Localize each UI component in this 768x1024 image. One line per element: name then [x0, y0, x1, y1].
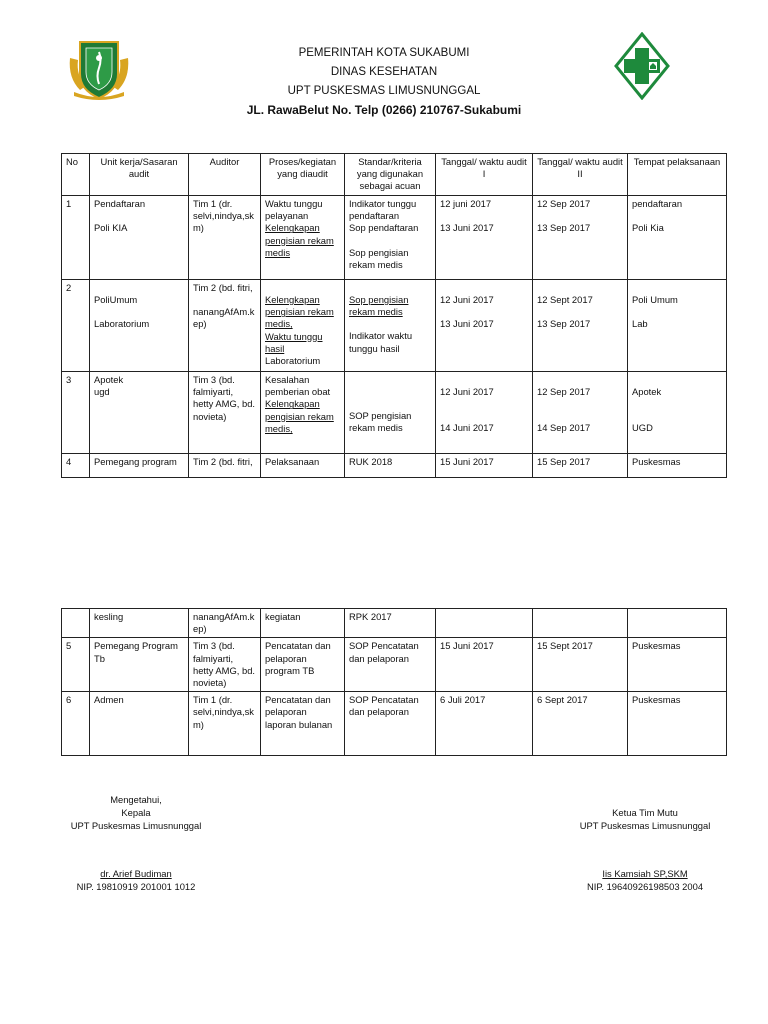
cell-date-audit-2	[533, 609, 628, 638]
cell-date-audit-1: 15 Juni 2017	[436, 638, 533, 692]
cell-standard: Indikator tunggu pendaftaran Sop pendaftaran Sop pengisian rekam medis	[345, 196, 436, 280]
cell-date-audit-2: 15 Sept 2017	[533, 638, 628, 692]
cell-location: Apotek UGD	[628, 372, 727, 454]
table-row	[62, 638, 727, 692]
signature-institution: UPT Puskesmas Limusnunggal	[70, 820, 202, 831]
cell-process: Pencatatan dan pelaporan laporan bulanan	[261, 692, 345, 756]
cell-date-audit-2: 12 Sept 2017 13 Sep 2017	[533, 280, 628, 372]
cell-no: 1	[62, 196, 90, 280]
table-row	[62, 196, 727, 280]
audit-schedule-table	[61, 153, 727, 478]
signature-institution: UPT Puskesmas Limusnunggal	[579, 820, 711, 831]
cell-date-audit-2: 12 Sep 2017 13 Sep 2017	[533, 196, 628, 280]
cell-standard: RPK 2017	[345, 609, 436, 638]
cell-auditor: Tim 1 (dr. selvi,nindya,skm)	[189, 196, 261, 280]
signatory-name: dr. Arief Budiman	[100, 868, 172, 879]
column-header: Standar/kriteria yang digunakan sebagai acuan	[345, 154, 436, 196]
cell-location: Poli Umum Lab	[628, 280, 727, 372]
column-header: Tempat pelaksanaan	[628, 154, 727, 196]
signature-block-head	[56, 793, 216, 892]
header-department: DINAS KESEHATAN	[330, 66, 438, 78]
cell-standard: Sop pengisian rekam medis Indikator waktu tunggu hasil	[345, 280, 436, 372]
cell-unit: kesling	[90, 609, 189, 638]
audit-schedule-table-continued	[61, 608, 727, 756]
cell-date-audit-2: 12 Sep 2017 14 Sep 2017	[533, 372, 628, 454]
cell-standard: RUK 2018	[345, 454, 436, 478]
cell-auditor: Tim 3 (bd. falmiyarti, hetty AMG, bd. novieta)	[189, 372, 261, 454]
letterhead	[0, 44, 768, 120]
cell-unit: Apotek ugd	[90, 372, 189, 454]
header-government: PEMERINTAH KOTA SUKABUMI	[298, 47, 470, 59]
signatory-nip: NIP. 19640926198503 2004	[586, 881, 704, 892]
column-header: Unit kerja/Sasaran audit	[90, 154, 189, 196]
cell-unit: Admen	[90, 692, 189, 756]
cell-standard: SOP pengisian rekam medis	[345, 372, 436, 454]
signature-acknowledged: Mengetahui,	[110, 794, 162, 805]
signature-block-quality-team	[560, 806, 730, 892]
cell-standard: SOP Pencatatan dan pelaporan	[345, 638, 436, 692]
cell-process: Pelaksanaan	[261, 454, 345, 478]
cell-no: 4	[62, 454, 90, 478]
table-row	[62, 692, 727, 756]
cell-date-audit-1: 12 Juni 2017 14 Juni 2017	[436, 372, 533, 454]
column-header: Auditor	[189, 154, 261, 196]
cell-unit: Pendaftaran Poli KIA	[90, 196, 189, 280]
cell-no: 6	[62, 692, 90, 756]
cell-auditor: Tim 3 (bd. falmiyarti, hetty AMG, bd. novieta)	[189, 638, 261, 692]
header-institution: UPT PUSKESMAS LIMUSNUNGGAL	[287, 85, 481, 97]
cell-auditor: nanangAfAm.kep)	[189, 609, 261, 638]
column-header: No	[62, 154, 90, 196]
cell-no	[62, 609, 90, 638]
table-row	[62, 280, 727, 372]
signatory-name: Iis Kamsiah SP,SKM	[602, 868, 688, 879]
header-address: JL. RawaBelut No. Telp (0266) 210767-Sukabumi	[246, 103, 522, 117]
cell-unit: Pemegang program	[90, 454, 189, 478]
cell-standard: SOP Pencatatan dan pelaporan	[345, 692, 436, 756]
cell-location: Puskesmas	[628, 454, 727, 478]
column-header: Tanggal/ waktu audit I	[436, 154, 533, 196]
cell-no: 3	[62, 372, 90, 454]
cell-location: Puskesmas	[628, 638, 727, 692]
cell-date-audit-2: 6 Sept 2017	[533, 692, 628, 756]
cell-no: 5	[62, 638, 90, 692]
cell-auditor: Tim 2 (bd. fitri, nanangAfAm.kep)	[189, 280, 261, 372]
cell-auditor: Tim 1 (dr. selvi,nindya,skm)	[189, 692, 261, 756]
cell-auditor: Tim 2 (bd. fitri,	[189, 454, 261, 478]
cell-date-audit-1: 6 Juli 2017	[436, 692, 533, 756]
cell-no: 2	[62, 280, 90, 372]
cell-process: Kesalahan pemberian obat Kelengkapan pengisian rekam medis,	[261, 372, 345, 454]
signatory-nip: NIP. 19810919 201001 1012	[76, 881, 196, 892]
cell-date-audit-2: 15 Sep 2017	[533, 454, 628, 478]
column-header: Proses/kegiatan yang diaudit	[261, 154, 345, 196]
cell-date-audit-1: 15 Juni 2017	[436, 454, 533, 478]
table-header-row	[62, 154, 727, 196]
table-row	[62, 372, 727, 454]
signature-title: Ketua Tim Mutu	[612, 807, 678, 818]
cell-date-audit-1	[436, 609, 533, 638]
cell-unit: PoliUmum Laboratorium	[90, 280, 189, 372]
cell-unit: Pemegang Program Tb	[90, 638, 189, 692]
cell-process: Kelengkapan pengisian rekam medis, Waktu tunggu hasil Laboratorium	[261, 280, 345, 372]
table-row	[62, 609, 727, 638]
cell-date-audit-1: 12 juni 2017 13 Juni 2017	[436, 196, 533, 280]
cell-location	[628, 609, 727, 638]
cell-process: Waktu tunggu pelayanan Kelengkapan pengisian rekam medis	[261, 196, 345, 280]
column-header: Tanggal/ waktu audit II	[533, 154, 628, 196]
cell-process: Pencatatan dan pelaporan program TB	[261, 638, 345, 692]
cell-date-audit-1: 12 Juni 2017 13 Juni 2017	[436, 280, 533, 372]
cell-process: kegiatan	[261, 609, 345, 638]
signature-title: Kepala	[121, 807, 151, 818]
table-row	[62, 454, 727, 478]
cell-location: pendaftaran Poli Kia	[628, 196, 727, 280]
cell-location: Puskesmas	[628, 692, 727, 756]
